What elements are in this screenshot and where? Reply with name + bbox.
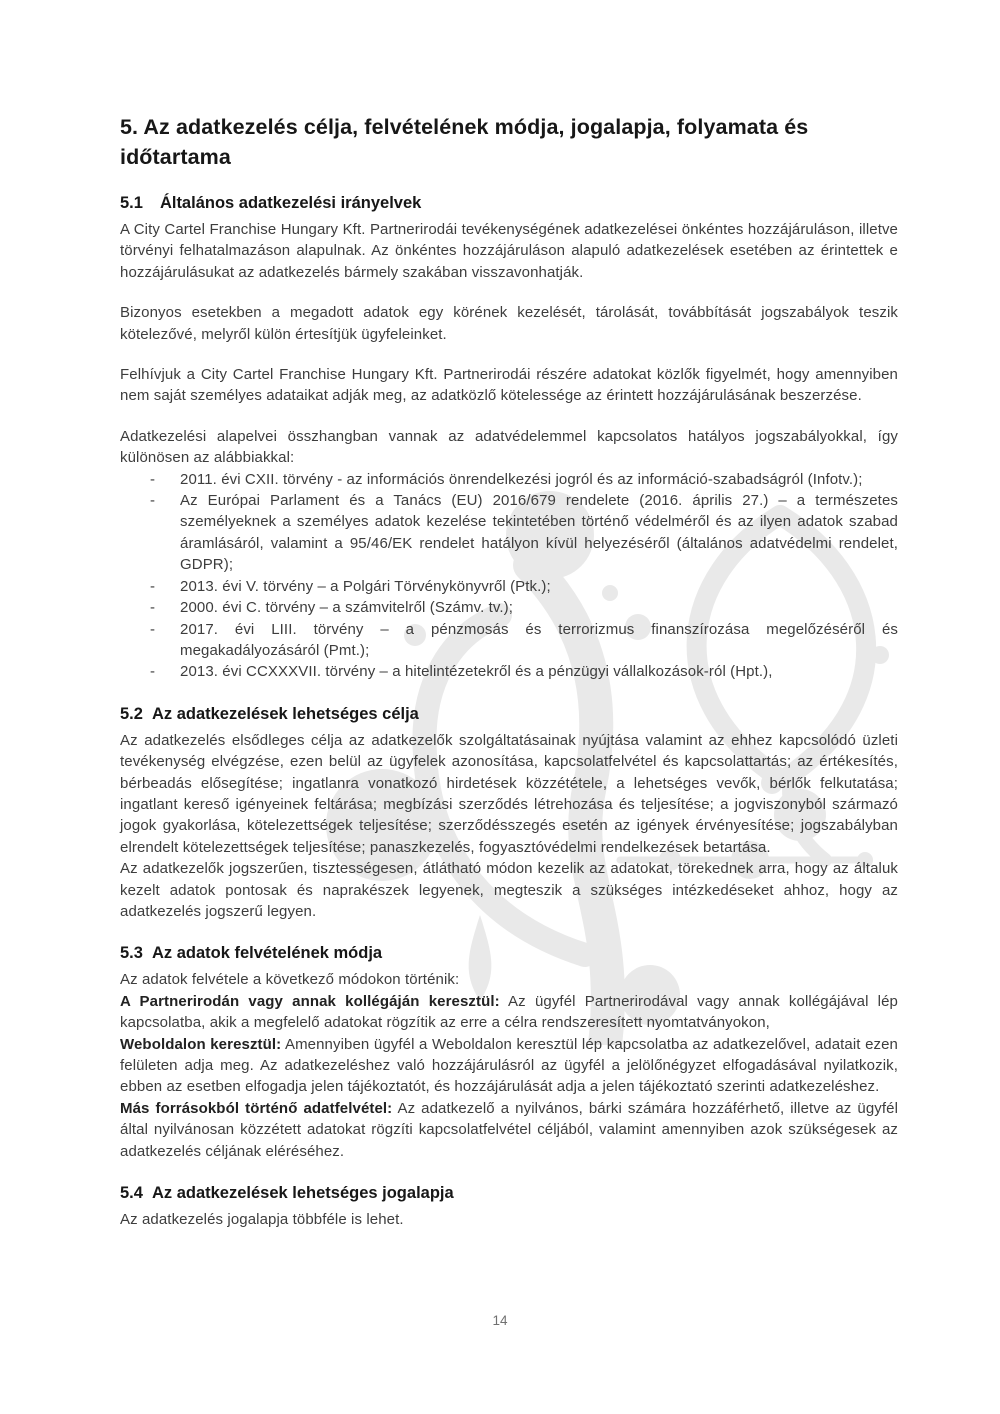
law-list-item bbox=[120, 490, 898, 576]
collection-method-text: Az ügyfél Partnerirodával vagy annak kollégájával lép kapcsolatba, akik a megfelelő adatokat rögzítik az erre a célra rendszeresített nyomtatványokon, bbox=[120, 992, 898, 1032]
law-list-item bbox=[120, 469, 898, 490]
law-list-item bbox=[120, 661, 898, 682]
section-5-3-number: 5.3 bbox=[120, 944, 143, 963]
section-5-2-title: Az adatkezelések lehetséges célja bbox=[151, 704, 419, 723]
paragraph-purpose: Az adatkezelés elsődleges célja az adatkezelők szolgáltatásainak nyújtása valamint az ehhez kapcsolódó üzleti tevékenység elvégzése, ezen belül az ügyfelek azonosítása, kapcsolatfelvétel és kapcsolattartás; az értékesítés, bérbeadás elősegítése; ingatlanra vonatkozó hirdetések közzététele, a lehetséges vevők, bérlők felkutatása; ingatlant kereső igényeinek feltárása; megbízási szerződés létrehozása és teljesítése; a jogviszonyból származó jogok gyakorlása, kötelezettségek teljesítése; szerződésszegés esetén az igények érvényesítése; jogszabályban elrendelt kötelezettségek teljesítése; panaszkezelés, fogyasztóvédelmi rendelkezések betartása. bbox=[120, 731, 898, 856]
paragraph-collection-other-sources bbox=[120, 1098, 898, 1162]
bullet-dash: - bbox=[150, 470, 156, 488]
collection-method-label: Weboldalon keresztül: bbox=[120, 1035, 282, 1053]
page-title: 5. Az adatkezelés célja, felvételének módja, jogalapja, folyamata és időtartama bbox=[120, 115, 809, 169]
section-5-1-title: Általános adatkezelési irányelvek bbox=[159, 194, 422, 212]
paragraph-lawful-processing: Az adatkezelők jogszerűen, tisztességesen, átlátható módon kezelik az adatokat, törekednek arra, hogy az általuk kezelt adatok pontosak és naprakészek legyenek, megteszik a szükséges intézkedéseket ahhoz, hogy az adatkezelés jogszerű legyen. bbox=[120, 860, 898, 920]
collection-method-label: A Partnerirodán vagy annak kollégáján keresztül: bbox=[120, 992, 500, 1010]
page-number: 14 bbox=[492, 1313, 508, 1328]
paragraph-legal-basis: Az adatkezelés jogalapja többféle is lehet. bbox=[120, 1211, 404, 1229]
bullet-dash: - bbox=[150, 620, 156, 638]
law-text: 2013. évi V. törvény – a Polgári Törvénykönyvről (Ptk.); bbox=[180, 577, 551, 595]
law-list-item bbox=[120, 597, 898, 618]
collection-method-text: Amennyiben ügyfél a Weboldalon keresztül lép kapcsolatba az adatkezelővel, adatait ezen felületen adja meg. Az adatkezeléshez való hozzájárulásról az ügyfél a jelölőnégyzet elfogadásával nyilatkozik, ebben az esetben elfogadja jelen tájékoztatót, és hozzájárulását adja a jelen tájékoztató szerinti adatkezeléshez. bbox=[120, 1035, 899, 1096]
law-text: 2000. évi C. törvény – a számvitelről (Számv. tv.); bbox=[180, 599, 513, 617]
law-list-item bbox=[120, 619, 898, 662]
law-text: 2017. évi LIII. törvény – a pénzmosás és terrorizmus finanszírozása megelőzéséről és megakadályozásáról (Pmt.); bbox=[180, 620, 898, 659]
section-5-3-title: Az adatok felvételének módja bbox=[151, 944, 383, 963]
section-5-2-number: 5.2 bbox=[120, 704, 143, 723]
law-text: 2011. évi CXII. törvény - az információs önrendelkezési jogról és az információ-szabadságról (Infotv.); bbox=[180, 470, 863, 488]
paragraph-legal-obligation: Bizonyos esetekben a megadott adatok egy körének kezelését, tárolását, továbbítását jogszabályok teszik kötelezővé, melyről külön értesítjük ügyfeleinket. bbox=[120, 304, 898, 343]
section-5-4-number: 5.4 bbox=[120, 1184, 143, 1203]
law-list-item bbox=[120, 576, 898, 597]
collection-method-label: Más forrásokból történő adatfelvétel: bbox=[120, 1099, 393, 1117]
section-5-1-heading bbox=[120, 192, 898, 214]
bullet-dash: - bbox=[150, 492, 156, 510]
law-text: 2013. évi CCXXXVII. törvény – a hitelintézetekről és a pénzügyi vállalkozások-ról (Hpt.), bbox=[180, 663, 773, 681]
paragraph-laws-intro: Adatkezelési alapelvei összhangban vannak az adatvédelemmel kapcsolatos hatályos jogszabályokkal, így különösen az alábbiakkal: bbox=[120, 427, 898, 467]
section-5-2-heading bbox=[120, 703, 898, 725]
law-list bbox=[120, 469, 898, 683]
document-content bbox=[120, 112, 898, 1230]
bullet-dash: - bbox=[150, 577, 156, 595]
section-5-4-title: Az adatkezelések lehetséges jogalapja bbox=[151, 1184, 454, 1203]
section-5-4-heading bbox=[120, 1182, 898, 1204]
bullet-dash: - bbox=[150, 599, 156, 617]
paragraph-consent-basis: A City Cartel Franchise Hungary Kft. Partnerirodái tevékenységének adatkezelései önkéntes hozzájáruláson, illetve törvényi felhatalmazáson alapulnak. Az önkéntes hozzájáruláson alapuló adatkezelések esetében az érintettek e hozzájárulásukat az adatkezelés bármely szakában visszavonhatják. bbox=[120, 221, 898, 281]
paragraph-collection-intro: Az adatok felvétele a következő módokon történik: bbox=[120, 971, 460, 989]
bullet-dash: - bbox=[150, 663, 156, 681]
paragraph-collection-website bbox=[120, 1034, 898, 1098]
section-5-1-number: 5.1 bbox=[120, 194, 143, 212]
paragraph-collection-office bbox=[120, 991, 898, 1034]
section-5-3-heading bbox=[120, 942, 898, 964]
law-text: Az Európai Parlament és a Tanács (EU) 2016/679 rendelete (2016. április 27.) – a természetes személyeknek a személyes adatok kezelése tekintetében történő védelméről és az ilyen adatok szabad áramlásáról, valamint a 95/46/EK rendelet hatályon kívül helyezéséről (általános adatvédelmi rendelet, GDPR); bbox=[180, 492, 898, 574]
collection-method-text: Az adatkezelő a nyilvános, bárki számára hozzáférhető, illetve az ügyfél által nyilvánosan közzétett adatokat rögzíti kapcsolatfelvétel céljából, valamint amennyiben azok szükségesek az adatkezelés céljának eléréséhez. bbox=[120, 1099, 899, 1160]
paragraph-third-party-data: Felhívjuk a City Cartel Franchise Hungary Kft. Partnerirodái részére adatokat közlők figyelmét, hogy amennyiben nem saját személyes adataikat adják meg, az adatközlő kötelessége az érintett hozzájárulásának beszerzése. bbox=[120, 366, 898, 405]
